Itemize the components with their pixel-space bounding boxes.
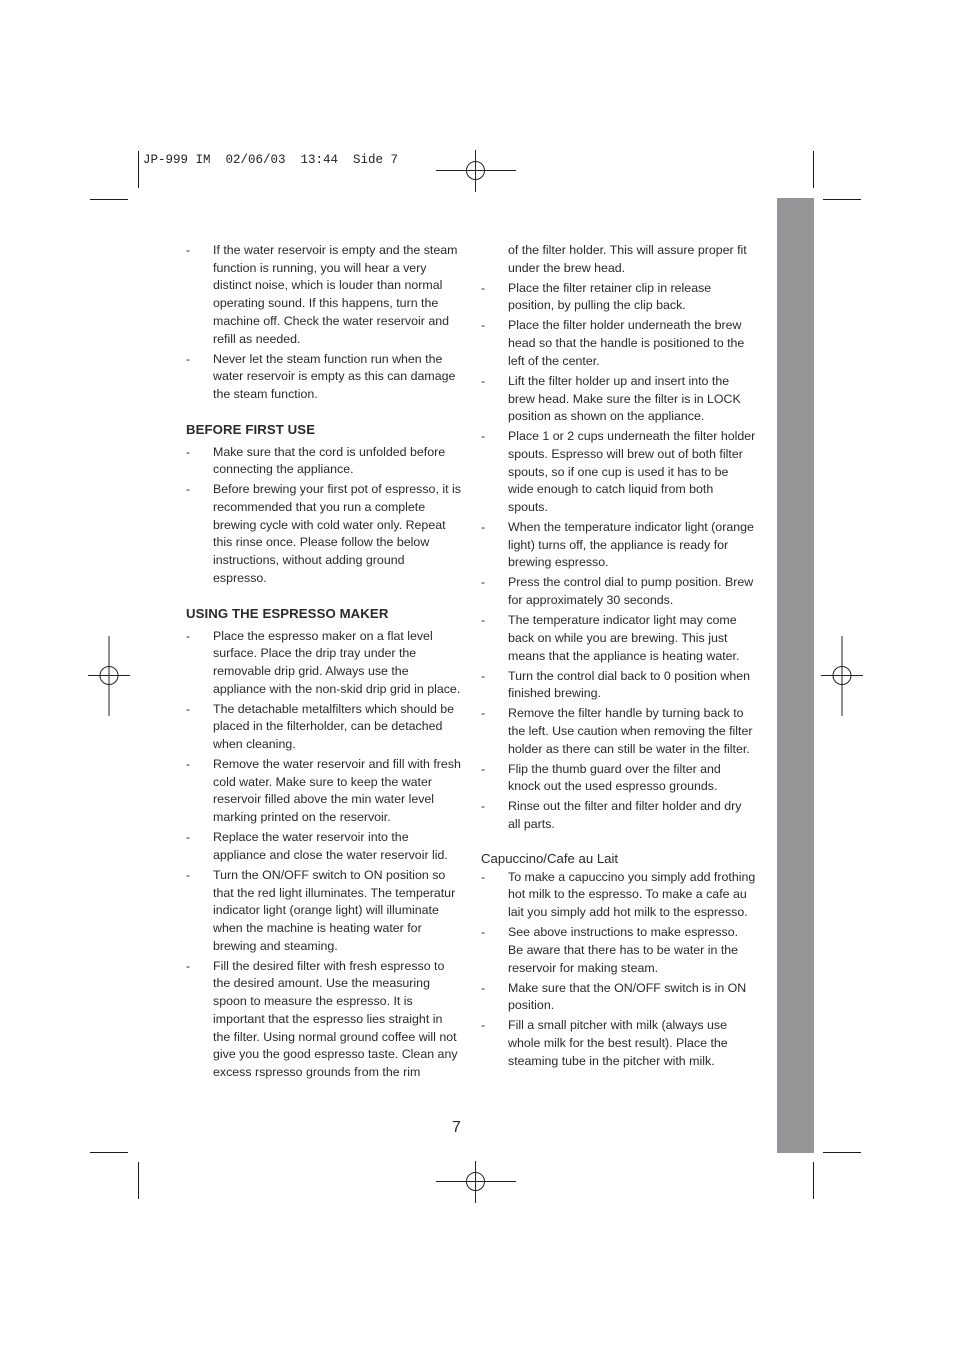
bullet-dash: - <box>481 1018 486 1033</box>
bullet-dash: - <box>481 799 486 814</box>
list-item <box>186 829 461 864</box>
list-item <box>481 280 756 315</box>
bullet-dash: - <box>186 867 191 882</box>
crop-mark <box>90 1152 128 1153</box>
list-item <box>186 958 461 1082</box>
registration-mark-right <box>821 636 863 716</box>
list-item <box>186 628 461 699</box>
bullet-dash: - <box>481 706 486 721</box>
list-item <box>186 756 461 827</box>
crop-mark <box>813 151 814 188</box>
crop-mark <box>823 1152 861 1153</box>
bullet-dash: - <box>481 869 486 884</box>
list-item-text: Turn the ON/OFF switch to ON position so that the red light illuminates. The temperatur indicator light (orange light) will illuminate when the machine is heating water for brewing and steaming. <box>213 867 456 953</box>
registration-mark-top <box>436 150 516 192</box>
list-item <box>481 668 756 703</box>
right-column <box>481 242 756 1073</box>
bullet-dash: - <box>481 575 486 590</box>
continuation-text: of the filter holder. This will assure proper fit under the brew head. <box>508 243 747 275</box>
list-item <box>186 867 461 956</box>
bullet-dash: - <box>481 613 486 628</box>
bullet-dash: - <box>186 351 191 366</box>
list-item <box>481 761 756 796</box>
list-item <box>481 1017 756 1070</box>
list-item-text: Place 1 or 2 cups underneath the filter holder spouts. Espresso will brew out of both filter spouts, so if one cup is used it has to be wide enough to catch liquid from both spouts. <box>508 429 756 515</box>
list-item-text: Remove the water reservoir and fill with fresh cold water. Make sure to keep the water reservoir filled above the min water level marking printed on the reservoir. <box>213 757 461 825</box>
list-item <box>481 574 756 609</box>
crop-mark <box>138 1162 139 1199</box>
left-column <box>186 242 461 1084</box>
section-heading-using-espresso-maker: USING THE ESPRESSO MAKER <box>186 605 389 621</box>
bullet-dash: - <box>481 318 486 333</box>
side-tab <box>777 198 814 1153</box>
list-item-text: Fill a small pitcher with milk (always use whole milk for the best result). Place the steaming tube in the pitcher with milk. <box>508 1018 728 1068</box>
bullet-dash: - <box>186 243 191 257</box>
bullet-dash: - <box>481 373 486 388</box>
bullet-dash: - <box>481 520 486 535</box>
list-item-text: See above instructions to make espresso. Be aware that there has to be water in the reservoir for making steam. <box>508 925 739 975</box>
list-item <box>481 428 756 517</box>
bullet-dash: - <box>481 980 486 995</box>
list-item-text: Rinse out the filter and filter holder and dry all parts. <box>508 799 742 832</box>
section-heading-before-first-use: BEFORE FIRST USE <box>186 421 316 437</box>
list-item <box>481 798 756 833</box>
list-item <box>481 519 756 572</box>
crop-mark <box>90 199 128 200</box>
list-item-text: Make sure that the ON/OFF switch is in ON position. <box>508 980 747 1013</box>
brewing-steps-list <box>481 280 756 834</box>
capuccino-list <box>481 869 756 1071</box>
section-heading-capuccino: Capuccino/Cafe au Lait <box>481 850 619 866</box>
list-item-text: Place the filter holder underneath the brew head so that the handle is positioned to the left of the center. <box>508 318 745 368</box>
bullet-dash: - <box>186 958 191 973</box>
list-item <box>481 317 756 370</box>
list-item-text: To make a capuccino you simply add frothing hot milk to the espresso. To make a cafe au lait you simply add hot milk to the espresso. <box>508 869 756 920</box>
list-item-text: Replace the water reservoir into the appliance and close the water reservoir lid. <box>213 830 448 862</box>
list-item <box>481 980 756 1015</box>
bullet-dash: - <box>186 444 191 459</box>
list-item-text: The detachable metalfilters which should be placed in the filterholder, can be detached when cleaning. <box>213 701 455 752</box>
registration-mark-left <box>88 636 130 716</box>
list-item <box>186 481 461 587</box>
list-item <box>481 705 756 758</box>
list-item <box>481 612 756 665</box>
bullet-dash: - <box>481 761 486 776</box>
bullet-dash: - <box>186 830 191 845</box>
crop-mark <box>138 151 139 188</box>
list-item-text: Turn the control dial back to 0 position when finished brewing. <box>508 668 750 701</box>
list-item-text: Remove the filter handle by turning back to the left. Use caution when removing the filter holder as there can still be water in the filter. <box>508 706 753 756</box>
list-item-text: Press the control dial to pump position. Brew for approximately 30 seconds. <box>508 575 754 608</box>
list-item <box>186 242 461 348</box>
intro-list <box>186 242 461 404</box>
bullet-dash: - <box>481 925 486 940</box>
bullet-dash: - <box>481 280 486 295</box>
crop-mark <box>813 1162 814 1199</box>
list-item-text: Lift the filter holder up and insert into the brew head. Make sure the filter is in LOCK position as shown on the appliance. <box>508 373 741 424</box>
list-item <box>481 373 756 426</box>
print-header: JP-999 IM 02/06/03 13:44 Side 7 <box>143 153 399 167</box>
list-item-text: When the temperature indicator light (orange light) turns off, the appliance is ready for brewing espresso. <box>508 520 754 570</box>
list-item <box>186 351 461 404</box>
bullet-dash: - <box>186 628 191 643</box>
bullet-dash: - <box>186 482 191 497</box>
list-item-text: Never let the steam function run when the water reservoir is empty as this can damage the steam function. <box>213 351 456 401</box>
list-item <box>481 869 756 922</box>
list-item-text: Make sure that the cord is unfolded before connecting the appliance. <box>213 444 446 477</box>
list-item-text: Place the espresso maker on a flat level surface. Place the drip tray under the removable drip grid. Always use the appliance with the non-skid drip grid in place. <box>213 628 461 696</box>
bullet-dash: - <box>481 429 486 444</box>
list-item-text: Place the filter retainer clip in release position, by pulling the clip back. <box>508 280 712 313</box>
bullet-dash: - <box>186 757 191 772</box>
list-item-text: Flip the thumb guard over the filter and knock out the used espresso grounds. <box>508 761 721 794</box>
bullet-dash: - <box>481 668 486 683</box>
list-item <box>186 444 461 479</box>
crop-mark <box>823 199 861 200</box>
list-item-text: Before brewing your first pot of espresso, it is recommended that you run a complete brewing cycle with cold water only. Repeat this rinse once. Please follow the below instructions, without adding ground espresso. <box>213 482 461 585</box>
using-list <box>186 628 461 1082</box>
list-item-text: If the water reservoir is empty and the steam function is running, you will hear a very distinct noise, which is louder than normal operating sound. If this happens, turn the machine off. Check the water reservoir and refill as needed. <box>213 243 458 346</box>
list-item-text: The temperature indicator light may come back on while you are brewing. This just means that the appliance is heating water. <box>508 613 740 663</box>
page-number: 7 <box>452 1119 461 1136</box>
list-item <box>186 701 461 754</box>
list-item-text: Fill the desired filter with fresh espresso to the desired amount. Use the measuring spoon to measure the espresso. It is important that the espresso lies straight in the filter. Using normal ground coffee will not give you the good espresso taste. Clean any excess rspresso grounds from the rim <box>213 958 458 1079</box>
registration-mark-bottom <box>436 1161 516 1203</box>
bullet-dash: - <box>186 701 191 716</box>
before-first-use-list <box>186 444 461 588</box>
list-item <box>481 924 756 977</box>
